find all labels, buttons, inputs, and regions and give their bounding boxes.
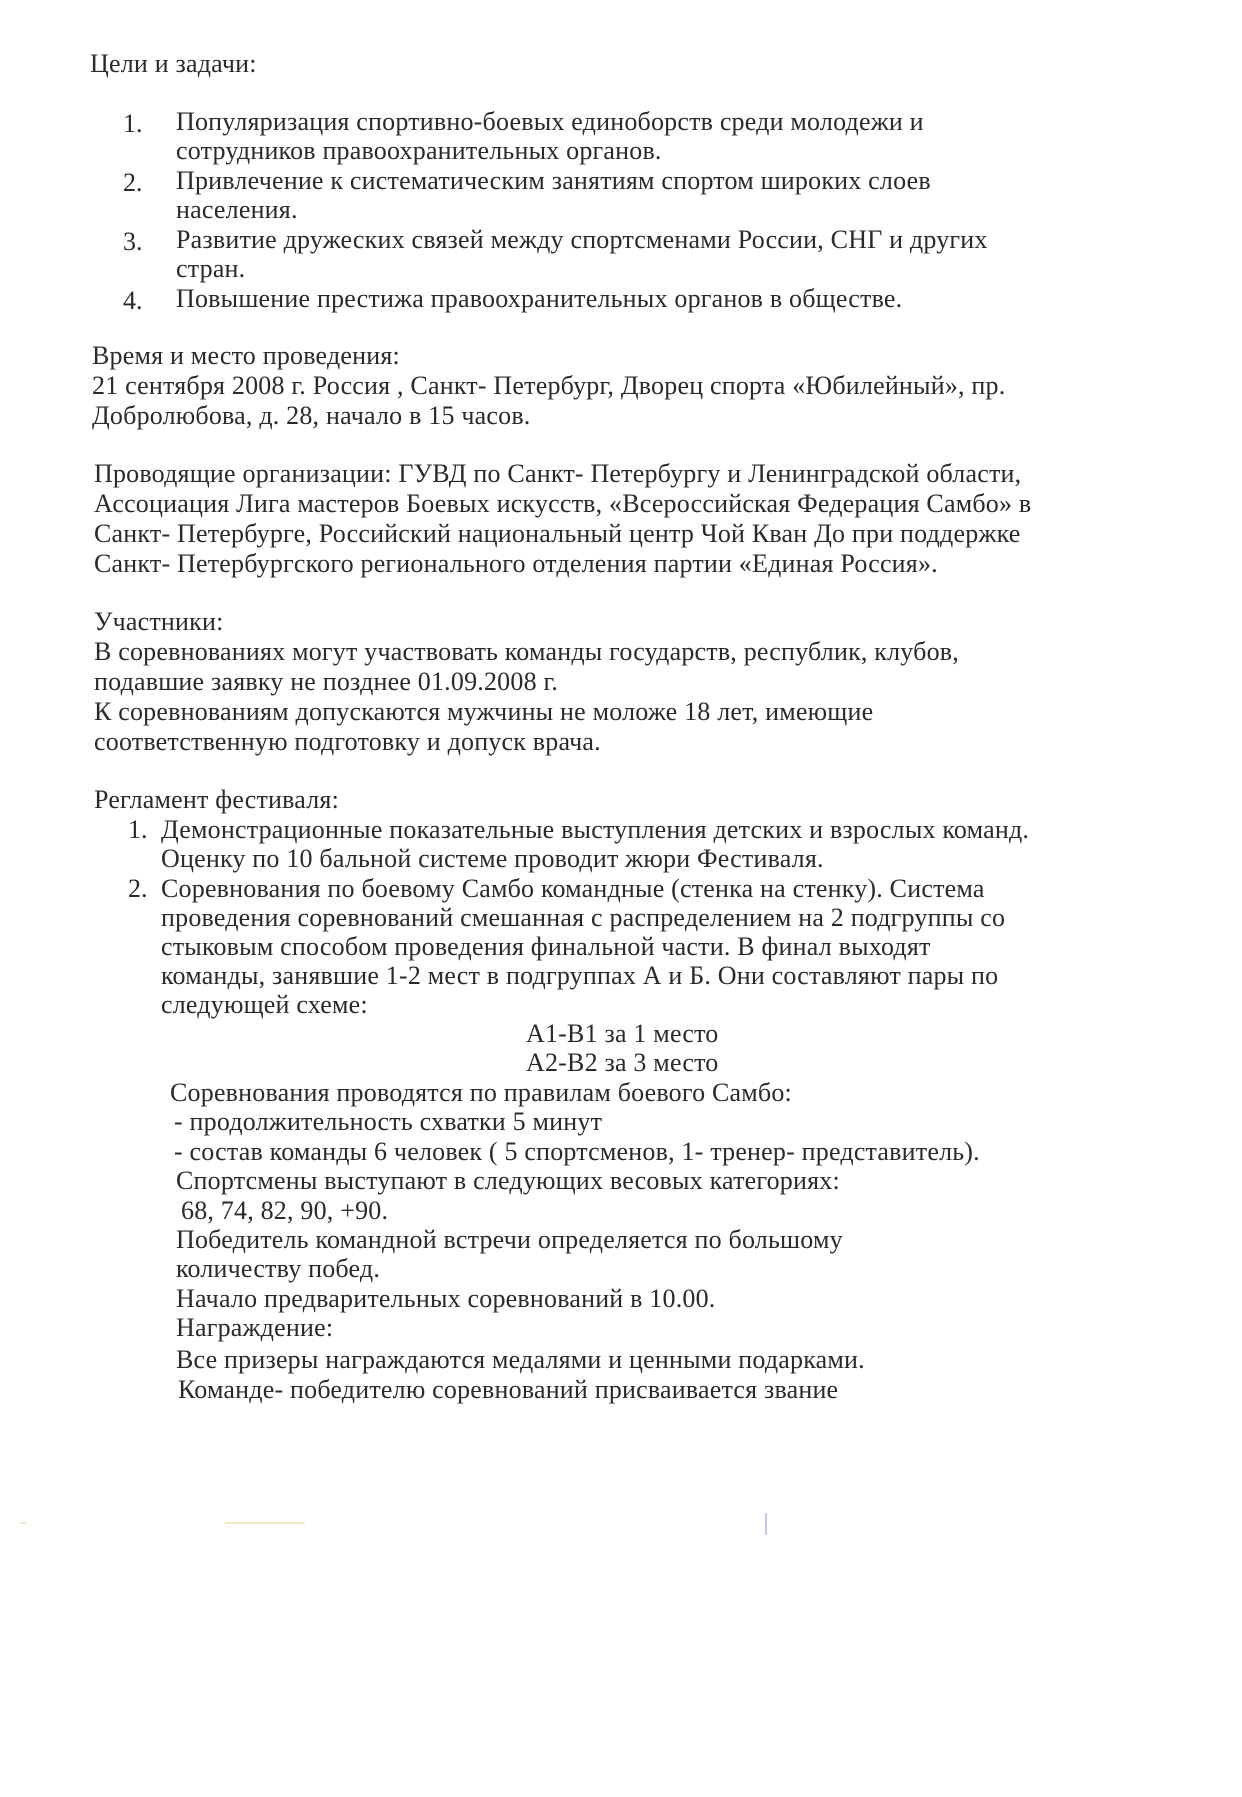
regulation-text: Оценку по 10 бальной системе проводит жюри Фестиваля. — [161, 844, 824, 873]
scan-artifact — [765, 1513, 767, 1535]
regulation-text: команды, занявшие 1-2 мест в подгруппах А и Б. Они составляют пары по — [161, 961, 999, 990]
pairing-scheme-line: А1-В1 за 1 место — [526, 1019, 719, 1048]
scan-artifact — [225, 1522, 305, 1524]
rules-text: количеству побед. — [176, 1254, 381, 1283]
goal-number: 2. — [123, 168, 143, 197]
participants-text: соответственную подготовку и допуск врача. — [94, 727, 601, 756]
rules-text: Команде- победителю соревнований присваивается звание — [178, 1375, 839, 1404]
goals-heading: Цели и задачи: — [90, 49, 257, 78]
regulation-number: 2. — [128, 874, 148, 903]
goal-text: Привлечение к систематическим занятиям спортом широких слоев — [176, 166, 931, 195]
participants-text: К соревнованиям допускаются мужчины не моложе 18 лет, имеющие — [94, 697, 874, 726]
participants-text: подавшие заявку не позднее 01.09.2008 г. — [94, 667, 559, 696]
rules-text: - продолжительность схватки 5 минут — [174, 1107, 603, 1136]
organizers-text: Санкт- Петербургского регионального отделения партии «Единая Россия». — [94, 549, 938, 578]
time-place-heading: Время и место проведения: — [92, 341, 400, 370]
organizers-text: Проводящие организации: ГУВД по Санкт- Петербургу и Ленинградской области, — [94, 459, 1022, 488]
goal-text: Повышение престижа правоохранительных органов в обществе. — [176, 284, 903, 313]
rules-text: Все призеры награждаются медалями и ценными подарками. — [176, 1345, 865, 1374]
rules-text: Начало предварительных соревнований в 10.00. — [176, 1284, 716, 1313]
rules-text: Соревнования проводятся по правилам боевого Самбо: — [170, 1078, 792, 1107]
participants-text: В соревнованиях могут участвовать команды государств, республик, клубов, — [94, 637, 959, 666]
regulation-number: 1. — [128, 815, 148, 844]
goal-text: сотрудников правоохранительных органов. — [176, 136, 662, 165]
goal-text: Популяризация спортивно-боевых единоборств среди молодежи и — [176, 107, 924, 136]
goal-number: 4. — [123, 286, 143, 315]
rules-text: Спортсмены выступают в следующих весовых категориях: — [176, 1166, 840, 1195]
regulations-heading: Регламент фестиваля: — [94, 785, 339, 814]
pairing-scheme-line: А2-В2 за 3 место — [526, 1048, 719, 1077]
goal-number: 1. — [123, 109, 143, 138]
time-place-text: 21 сентября 2008 г. Россия , Санкт- Петербург, Дворец спорта «Юбилейный», пр. — [92, 371, 1006, 400]
goal-text: стран. — [176, 254, 246, 283]
regulation-text: проведения соревнований смешанная с распределением на 2 подгруппы со — [161, 903, 1006, 932]
participants-heading: Участники: — [94, 607, 224, 636]
scan-artifact — [20, 1522, 26, 1524]
organizers-text: Ассоциация Лига мастеров Боевых искусств, «Всероссийская Федерация Самбо» в — [94, 489, 1032, 518]
rules-text: Награждение: — [176, 1313, 334, 1342]
regulation-text: Соревнования по боевому Самбо командные (стенка на стенку). Система — [161, 874, 985, 903]
rules-text: - состав команды 6 человек ( 5 спортсменов, 1- тренер- представитель). — [174, 1137, 980, 1166]
weight-categories: 68, 74, 82, 90, +90. — [181, 1196, 389, 1225]
regulation-text: следующей схеме: — [161, 990, 368, 1019]
goal-number: 3. — [123, 227, 143, 256]
time-place-text: Добролюбова, д. 28, начало в 15 часов. — [92, 401, 531, 430]
rules-text: Победитель командной встречи определяется по большому — [176, 1225, 843, 1254]
regulation-text: стыковым способом проведения финальной части. В финал выходят — [161, 932, 931, 961]
goal-text: населения. — [176, 195, 298, 224]
regulation-text: Демонстрационные показательные выступления детских и взрослых команд. — [161, 815, 1030, 844]
organizers-text: Санкт- Петербурге, Российский национальный центр Чой Кван До при поддержке — [94, 519, 1021, 548]
goal-text: Развитие дружеских связей между спортсменами России, СНГ и других — [176, 225, 988, 254]
